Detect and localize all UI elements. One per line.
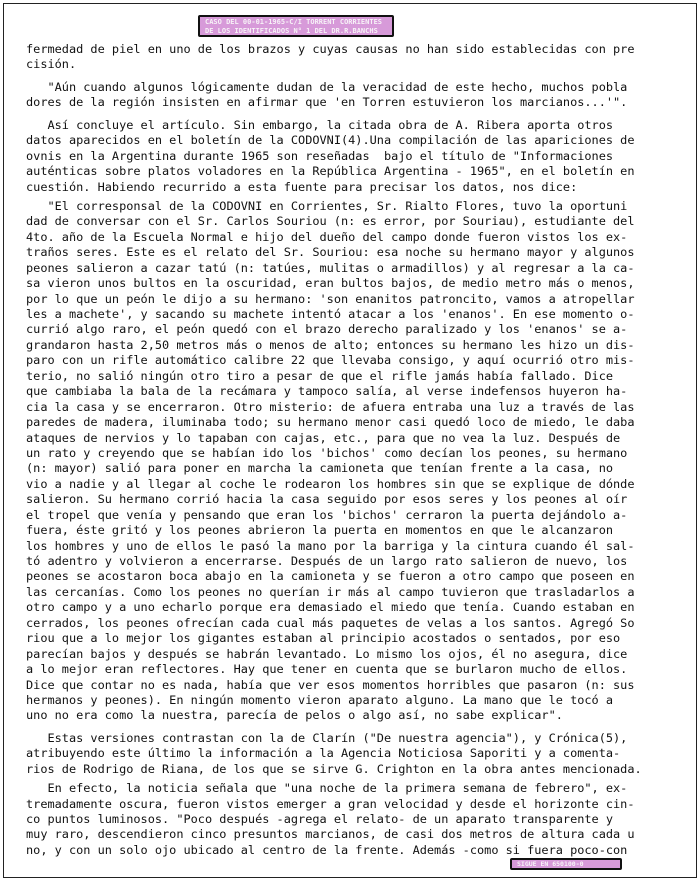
text-line: rios de Rodrigo de Riana, de los que se sirve G. Crighton en la obra antes mencionada. (26, 761, 642, 776)
text-line: 4to. año de la Escuela Normal e hijo del dueño del campo donde fueron vistos los ex- (26, 229, 628, 244)
text-line: por lo que un peón le dijo a su hermano: 'son enanitos patroncito, vamos a atropellar (26, 291, 635, 306)
text-line: ovnis en la Argentina durante 1965 son reseñadas bajo el título de "Informaciones (26, 148, 614, 163)
text-line: tó adentro y volvieron a encerrarse. Después de un largo rato salieron de nuevo, los (26, 554, 628, 568)
text-line: "El corresponsal de la CODOVNI en Corrientes, Sr. Rialto Flores, tuvo la oportuni (26, 198, 628, 213)
text-line: dores de la región insisten en afirmar que 'en Torren estuvieron los marcianos...'". (26, 95, 628, 110)
case-header-label (198, 15, 394, 37)
document-body (26, 42, 682, 858)
text-line: dad de conversar con el Sr. Carlos Souriou (n: es error, por Souriau), estudiante del (26, 214, 635, 229)
text-line: vio a nadie y al llegar al coche le rodearon los hombres sin que se explique de dónde (26, 476, 635, 491)
case-header-line-1: CASO DEL 00-01-1965-C/I TORRENT CORRIENTES (205, 18, 383, 26)
text-line: las cercanías. Como los peones no querían ir más al campo tuvieron que trasladarlos a (26, 584, 635, 599)
paragraph-gap (26, 111, 682, 118)
text-line: traños seres. Este es el relato del Sr. Souriou: esa noche su hermano mayor y algunos (26, 245, 635, 260)
text-line: currió algo raro, el peón quedó con el brazo derecho paralizado y los 'enanos' se a- (26, 322, 628, 337)
text-line: peones se acostaron boca abajo en la camioneta y se fueron a otro campo que poseen en (26, 569, 635, 584)
paragraph-gap (26, 724, 682, 731)
paragraph-gap (26, 73, 682, 80)
text-line: Dice que contar no es nada, había que ver esos momentos horribles que pasaron (n: sus (26, 677, 635, 692)
text-line: parecían bajos y después se habrán levantado. Lo mismo los ojos, él no asegura, dice (26, 646, 628, 661)
text-line: cuestión. Habiendo recurrido a esta fuente para precisar los datos, nos dice: (26, 179, 578, 194)
text-line: Así concluye el artículo. Sin embargo, la citada obra de A. Ribera aporta otros (26, 117, 614, 132)
text-line: no, y con un solo ojo ubicado al centro de la frente. Además -como si fuera poco-con (26, 842, 628, 857)
text-line: uno no era como la nuestra, parecía de pelos o algo así, no sabe explicar". (26, 708, 563, 723)
text-line: riou que a lo mejor los gigantes estaban al principio acostados o sentados, por eso (26, 631, 621, 646)
text-line: paredes de madera, iluminaba todo; su hermano menor casi quedó loco de miedo, le daba (26, 415, 635, 430)
case-header-line-2: DE LOS IDENTIFICADOS N° 1 DEL DR.R.BANCHS (205, 27, 378, 35)
text-line: los hombres y uno de ellos le pasó la mano por la barriga y la cintura cuando él sal- (26, 538, 635, 553)
text-line: tremadamente oscura, fueron vistos emerger a gran velocidad y desde el horizonte cin- (26, 796, 635, 811)
text-line: co puntos luminosos. "Poco después -agrega el relato- de un aparato transparente y (26, 812, 614, 826)
text-line: sa vieron unos bultos en la oscuridad, eran bultos bajos, de medio metro más o menos, (26, 276, 635, 291)
text-line: cerrados, los peones ofrecían cada cual más paquetes de velas a los santos. Agregó So (26, 615, 635, 630)
text-line: (n: mayor) salió para poner en marcha la camioneta que tenían frente a la casa, no (26, 461, 614, 476)
text-line: atribuyendo este último la información a la Agencia Noticiosa Saporiti y a comenta- (26, 746, 621, 761)
text-line: cia la casa y se encerraron. Otro misterio: de afuera entraba una luz a través de las (26, 399, 635, 414)
text-line: el tropel que venía y pensando que eran los 'bichos' cerraron la puerta dejándolo a- (26, 507, 628, 522)
text-line: paro con un rifle automático calibre 22 que llevaba consigo, y aquí ocurrió otro mis- (26, 353, 635, 368)
continuation-label: SIGUE EN 650100-0 (510, 858, 622, 870)
text-line: muy raro, descendieron cinco presuntos marcianos, de casi dos metros de altura cada u (26, 827, 635, 842)
text-line: cisión. (26, 57, 77, 72)
text-line: fuera, éste gritó y los peones abrieron la puerta en momentos en que le alcanzaron (26, 523, 614, 538)
text-line: peones salieron a cazar tatú (n: tatúes, mulitas o armadillos) y al regresar a la ca- (26, 260, 635, 275)
text-line: hermanos y peones). En ningún momento vieron aparato alguno. La mano que le tocó a (26, 692, 614, 707)
text-line: salieron. Su hermano corrió hacia la casa seguido por esos seres y los peones al oír (26, 492, 628, 507)
text-line: En efecto, la noticia señala que "una noche de la primera semana de febrero", ex- (26, 781, 628, 796)
text-line: auténticas sobre platos voladores en la República Argentina - 1965", en el boletín en (26, 164, 635, 179)
text-line: otro campo y a uno echarlo porque era demasiado el miedo que tenía. Cuando estaban en (26, 600, 635, 615)
text-line: Estas versiones contrastan con la de Clarín ("De nuestra agencia"), y Crónica(5), (26, 730, 628, 745)
text-line: "Aún cuando algunos lógicamente dudan de la veracidad de este hecho, muchos pobla (26, 79, 628, 94)
text-line: que cambiaba la bala de la recámara y tampoco salía, al verse indefensos huyeron ha- (26, 384, 628, 399)
text-line: un rato y creyendo que se habían ido los 'bichos' como decían los peones, su hermano (26, 445, 628, 460)
text-line: grandaron hasta 2,50 metros más o menos de alto; entonces su hermano les hizo un dis- (26, 337, 635, 352)
text-line: fermedad de piel en uno de los brazos y cuyas causas no han sido establecidas con pre (26, 42, 635, 56)
text-line: terio, no salió ningún otro tiro a pesar de que el rifle jamás había fallado. Dice (26, 368, 614, 383)
text-line: a lo mejor eran reflectores. Hay que tener en cuenta que se burlaron mucho de ellos. (26, 662, 628, 677)
text-line: ataques de nervios y lo tapaban con cajas, etc., para que no vea la luz. Después de (26, 430, 621, 445)
text-line: les a machete', y sacando su machete intentó atacar a los 'enanos'. En ese momento o- (26, 307, 635, 321)
text-line: datos aparecidos en el boletín de la CODOVNI(4).Una compilación de las apariciones de (26, 133, 635, 148)
